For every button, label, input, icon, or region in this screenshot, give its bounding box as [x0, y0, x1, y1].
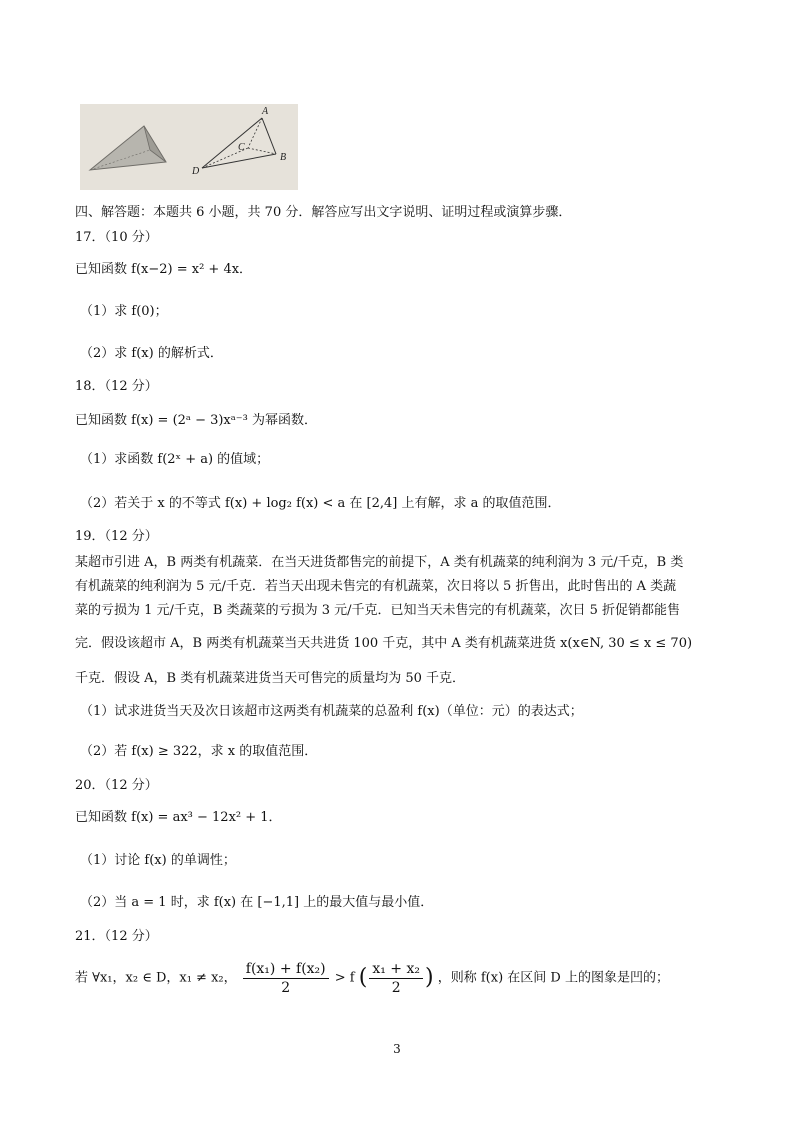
- q20-part1: （1）讨论 f(x) 的单调性；: [80, 853, 236, 868]
- page-number: 3: [393, 1042, 401, 1056]
- section-heading: 四、解答题：本题共 6 小题，共 70 分．解答应写出文字说明、证明过程或演算步骤．: [75, 205, 572, 220]
- q21-stem: 若 ∀x₁，x₂ ∈ D，x₁ ≠ x₂， $\frac{\text{f(x₁) + f(x₂)}}{2}$ > f ( $\frac{\text{x₁ + x₂}}{2}$ ) ，则称 f(x) 在区间 D 上的图象是凹的；: [75, 960, 669, 996]
- q17-part2: （2）求 f(x) 的解析式．: [80, 346, 223, 361]
- q18-stem: 已知函数 f(x) = (2ᵃ − 3)xᵃ⁻³ 为幂函数．: [75, 413, 317, 428]
- q21-frac2-numerator: x₁ + x₂: [369, 960, 423, 979]
- q19-line4: 完．假设该超市 A，B 两类有机蔬菜当天共进货 100 千克，其中 A 类有机蔬菜进货 x(x∈N, 30 ≤ x ≤ 70): [75, 636, 693, 651]
- figure-label-a: A: [262, 106, 269, 117]
- q20-stem: 已知函数 f(x) = ax³ − 12x² + 1．: [75, 810, 282, 825]
- q21-frac2-denominator: 2: [391, 979, 401, 996]
- q19-part2: （2）若 f(x) ≥ 322，求 x 的取值范围．: [80, 744, 318, 759]
- q21-stem-suffix: ，则称 f(x) 在区间 D 上的图象是凹的；: [437, 970, 669, 986]
- q21-number: 21．（12 分）: [75, 929, 158, 944]
- q20-part2: （2）当 a = 1 时，求 f(x) 在 [−1,1] 上的最大值与最小值．: [80, 895, 434, 910]
- q18-number: 18．（12 分）: [75, 379, 158, 394]
- figure-label-d: D: [192, 166, 200, 177]
- q21-frac1-numerator: f(x₁) + f(x₂): [243, 960, 329, 979]
- q18-part1: （1）求函数 f(2ˣ + a) 的值域；: [80, 452, 270, 467]
- q19-number: 19．（12 分）: [75, 529, 158, 544]
- q21-greater-than-f: > f: [334, 970, 355, 986]
- q19-line1: 某超市引进 A，B 两类有机蔬菜．在当天进货都售完的前提下，A 类有机蔬菜的纯利润为 3 元/千克，B 类: [75, 555, 684, 570]
- figure-label-c: C: [238, 142, 245, 153]
- q19-line3: 菜的亏损为 1 元/千克，B 类蔬菜的亏损为 3 元/千克．已知当天未售完的有机蔬菜，次日 5 折促销都能售: [75, 603, 681, 618]
- q21-frac1-denominator: 2: [281, 979, 291, 996]
- q20-number: 20．（12 分）: [75, 778, 158, 793]
- q17-number: 17．（10 分）: [75, 230, 158, 245]
- q21-fraction-right: [369, 960, 423, 997]
- q18-part2: （2）若关于 x 的不等式 f(x) + log₂ f(x) < a 在 [2,4] 上有解，求 a 的取值范围．: [80, 496, 561, 511]
- q17-part1: （1）求 f(0)；: [80, 304, 168, 319]
- q19-line2: 有机蔬菜的纯利润为 5 元/千克．若当天出现未售完的有机蔬菜，次日将以 5 折售出，此时售出的 A 类蔬: [75, 579, 677, 594]
- q19-part1: （1）试求进货当天及次日该超市这两类有机蔬菜的总盈利 f(x)（单位：元）的表达式；: [80, 704, 583, 719]
- q17-stem: 已知函数 f(x−2) = x² + 4x．: [75, 262, 253, 277]
- geometry-figure: [80, 104, 298, 190]
- figure-label-b: B: [280, 152, 287, 163]
- q21-stem-prefix: 若 ∀x₁，x₂ ∈ D，x₁ ≠ x₂，: [75, 970, 237, 986]
- q19-line5: 千克．假设 A，B 类有机蔬菜进货当天可售完的质量均为 50 千克．: [75, 671, 466, 686]
- q21-fraction-left: [243, 960, 329, 997]
